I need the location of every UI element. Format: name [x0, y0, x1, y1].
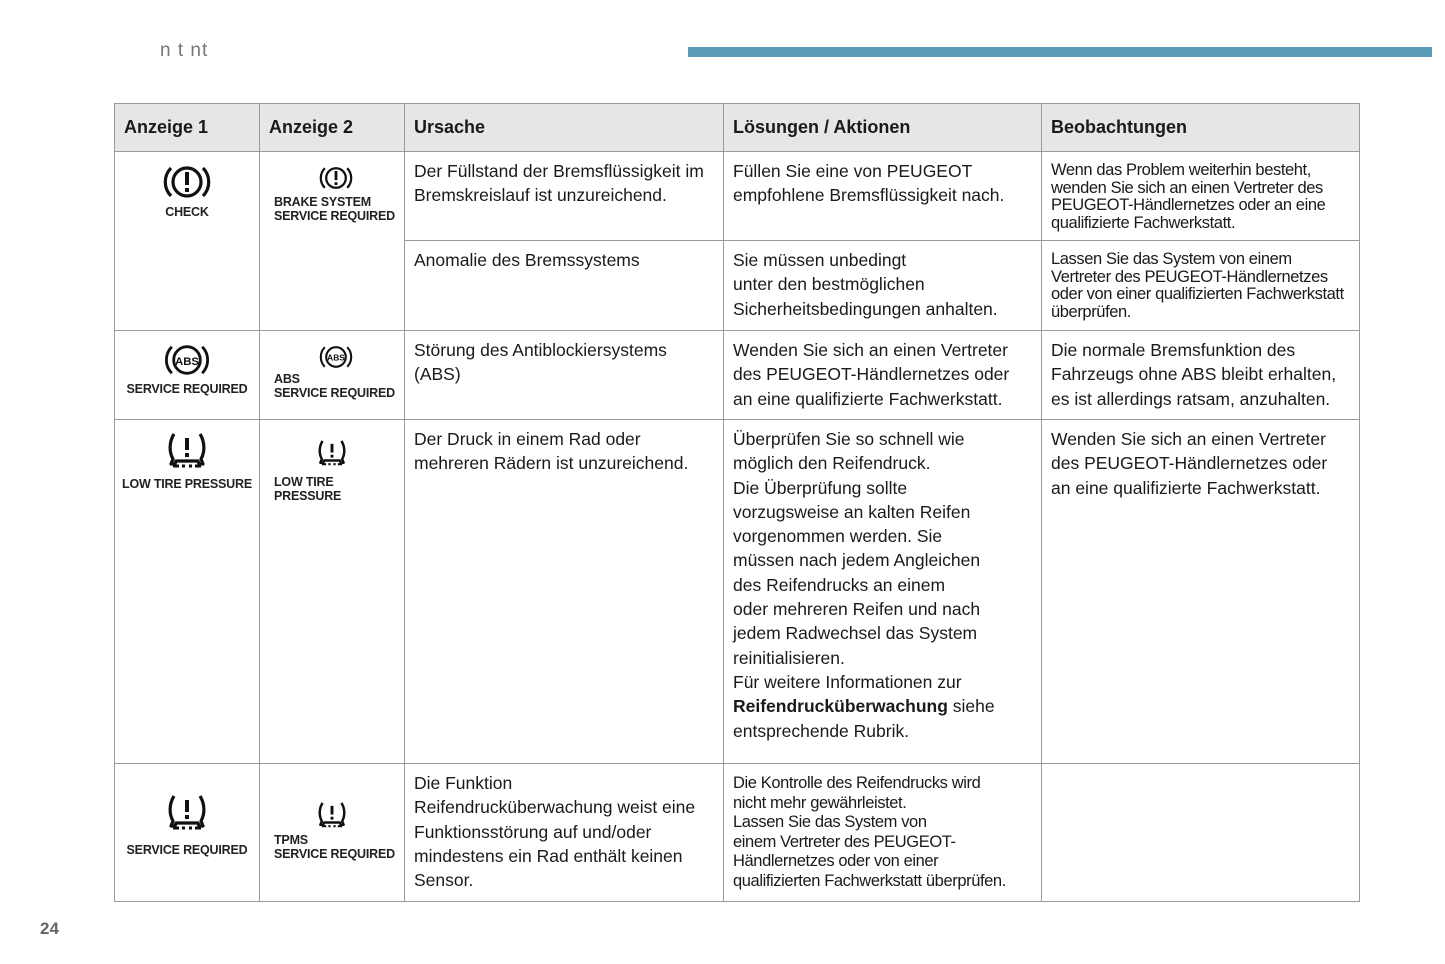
cause-cell: Die Funktion Reifendrucküberwachung weist eine Funktionsstörung auf und/oder mindestens ein Rad enthält keinen Sensor.: [405, 764, 724, 902]
solution-cell: Sie müssen unbedingt unter den bestmöglichen Sicherheitsbedingungen anhalten.: [724, 241, 1042, 331]
warning-lights-table: [114, 103, 1360, 902]
indicator-label: LOW TIRE PRESSURE: [274, 475, 342, 503]
solution-cell: Füllen Sie eine von PEUGEOT empfohlene Bremsflüssigkeit nach.: [724, 152, 1042, 241]
indicator-1-cell: [115, 152, 260, 331]
indicator-label: CHECK: [165, 205, 209, 219]
indicator-2-cell: [260, 764, 405, 902]
cause-cell: Der Füllstand der Bremsflüssigkeit im Bremskreislauf ist unzureichend.: [405, 152, 724, 241]
cause-cell: Störung des Antiblockiersystems (ABS): [405, 331, 724, 420]
indicator-label: BRAKE SYSTEM SERVICE REQUIRED: [274, 195, 395, 223]
observation-cell: [1042, 764, 1360, 902]
abs-warning-icon: [119, 341, 255, 379]
indicator-label: SERVICE REQUIRED: [274, 385, 395, 400]
indicator-label: SERVICE REQUIRED: [126, 382, 248, 396]
svg-text:ABS: ABS: [174, 355, 200, 368]
solution-cell: Überprüfen Sie so schnell wie möglich den Reifendruck. Die Überprüfung sollte vorzugsweise an kalten Reifen vorgenommen werden. Sie müssen nach jedem Angleichen des Reifendrucks an einem oder mehreren Reifen und nach jedem Radwechsel das System reinitialisieren. Für weitere Informationen zur Reifendrucküberwachung siehe entsprechende Rubrik.: [724, 420, 1042, 764]
observation-cell: Die normale Bremsfunktion des Fahrzeugs ohne ABS bleibt erhalten, es ist allerdings ratsam, anzuhalten.: [1042, 331, 1360, 420]
table-row: [115, 764, 1360, 902]
table-row: [115, 420, 1360, 764]
column-header-beobachtungen: Beobachtungen: [1042, 104, 1360, 152]
tire-pressure-icon: [274, 800, 400, 832]
column-header-ursache: Ursache: [405, 104, 724, 152]
column-header-loesungen: Lösungen / Aktionen: [724, 104, 1042, 152]
indicator-label-top: TPMS: [274, 833, 308, 847]
indicator-label: SERVICE REQUIRED: [274, 846, 395, 861]
table-header-row: [115, 104, 1360, 152]
indicator-label: SERVICE REQUIRED: [126, 843, 248, 857]
section-color-bar: [688, 47, 1432, 57]
section-reference: Reifendrucküberwachung: [733, 696, 948, 717]
tire-pressure-icon: [119, 430, 255, 474]
indicator-label: LOW TIRE PRESSURE: [122, 477, 252, 491]
observation-cell: Lassen Sie das System von einem Vertreter des PEUGEOT-Händlernetzes oder von einer qualifizierten Fachwerkstatt überprüfen.: [1042, 241, 1360, 331]
indicator-1-cell: [115, 331, 260, 420]
column-header-anzeige-1: Anzeige 1: [115, 104, 260, 152]
cause-cell: Der Druck in einem Rad oder mehreren Rädern ist unzureichend.: [405, 420, 724, 764]
indicator-1-cell: [115, 420, 260, 764]
solution-cell: Die Kontrolle des Reifendrucks wird nicht mehr gewährleistet. Lassen Sie das System von einem Vertreter des PEUGEOT- Händlernetzes oder von einer qualifizierten Fachwerkstatt überprüfen.: [724, 764, 1042, 902]
abs-warning-icon: [274, 343, 400, 371]
tire-pressure-icon: [274, 438, 400, 470]
column-header-anzeige-2: Anzeige 2: [260, 104, 405, 152]
page-number: 24: [40, 919, 59, 938]
solution-cell: Wenden Sie sich an einen Vertreter des PEUGEOT-Händlernetzes oder an eine qualifizierte Fachwerkstatt.: [724, 331, 1042, 420]
observation-cell: Wenden Sie sich an einen Vertreter des PEUGEOT-Händlernetzes oder an eine qualifizierte Fachwerkstatt.: [1042, 420, 1360, 764]
indicator-label-top: ABS: [274, 372, 300, 386]
brake-warning-icon: [274, 164, 400, 192]
svg-text:ABS: ABS: [327, 352, 345, 363]
observation-cell: Wenn das Problem weiterhin besteht, wenden Sie sich an einen Vertreter des PEUGEOT-Händlernetzes oder an eine qualifizierte Fachwerkstatt.: [1042, 152, 1360, 241]
indicator-1-cell: [115, 764, 260, 902]
cause-cell: Anomalie des Bremssystems: [405, 241, 724, 331]
brake-warning-icon: [119, 162, 255, 202]
indicator-2-cell: [260, 420, 405, 764]
tire-pressure-icon: [119, 792, 255, 836]
table-row: [115, 152, 1360, 241]
indicator-2-cell: [260, 152, 405, 331]
indicator-2-cell: [260, 331, 405, 420]
section-header: n t nt: [160, 40, 209, 61]
table-row: [115, 331, 1360, 420]
